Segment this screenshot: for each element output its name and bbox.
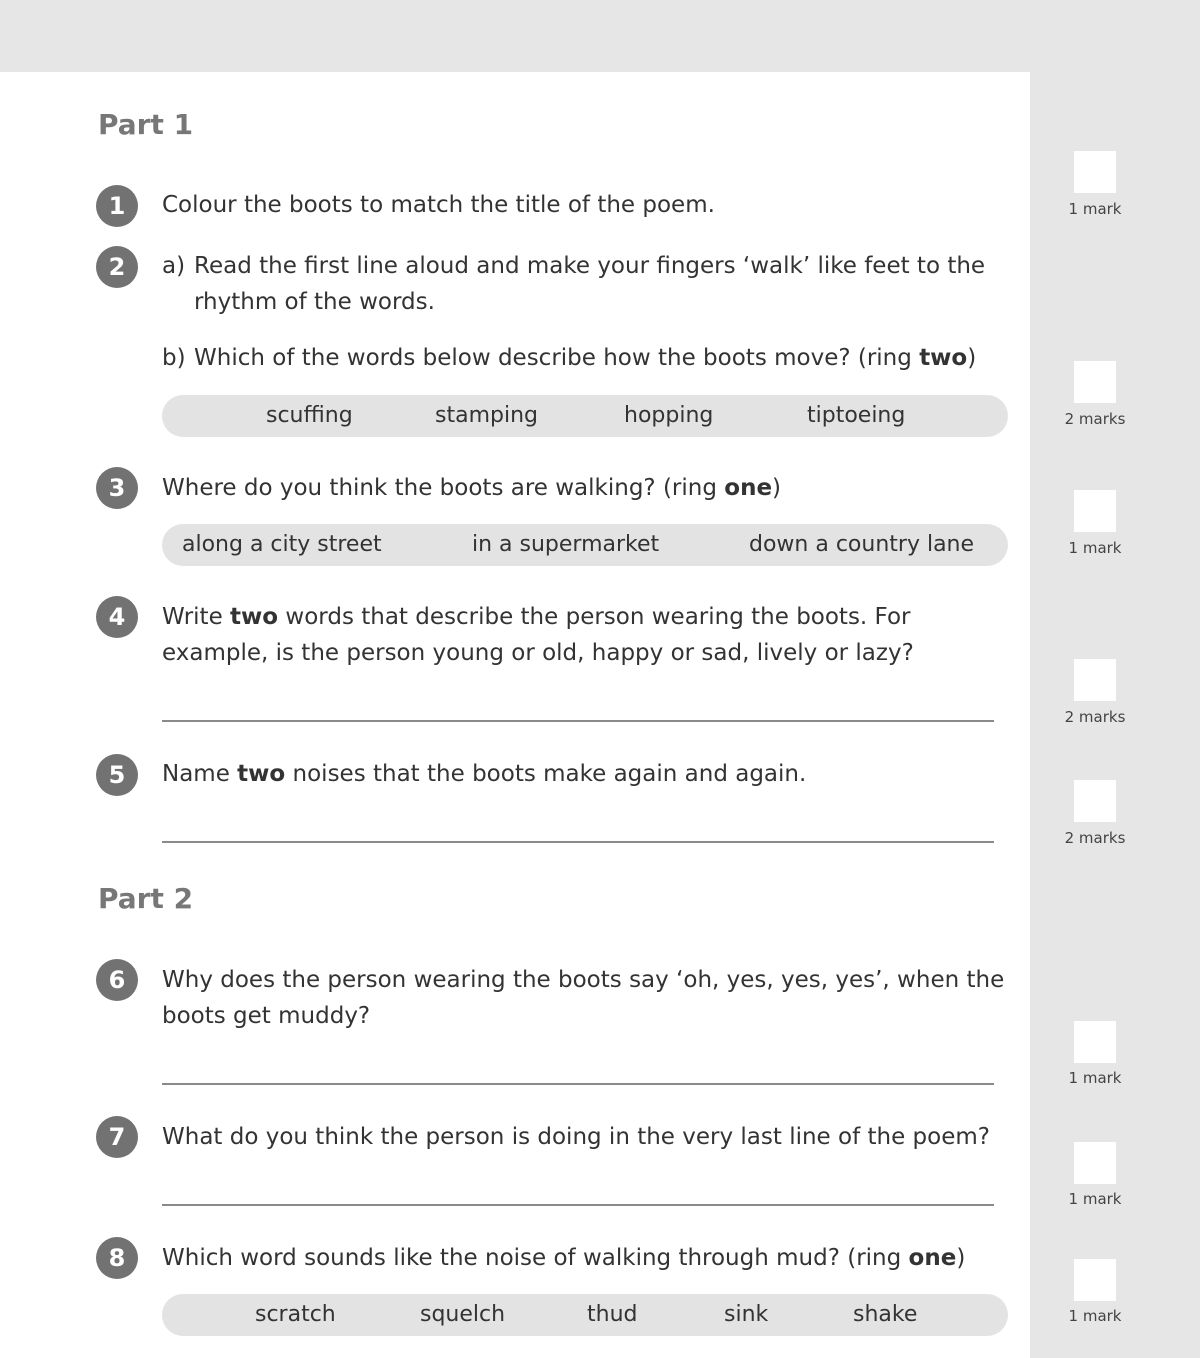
option-squelch[interactable]: squelch (420, 1302, 506, 1327)
question-number-8: 8 (96, 1237, 138, 1279)
question-7-answer-line[interactable] (162, 1204, 994, 1206)
option-scuffing[interactable]: scuffing (266, 403, 353, 428)
mark-label-q3: 1 mark (1068, 539, 1122, 557)
question-2-options (162, 395, 1008, 437)
question-2b-label: b) (162, 345, 186, 371)
question-3-options (162, 524, 1008, 566)
option-thud[interactable]: thud (587, 1302, 638, 1327)
option-sink[interactable]: sink (724, 1302, 769, 1327)
mark-label-q1: 1 mark (1068, 200, 1122, 218)
question-8-options (162, 1294, 1008, 1336)
option-shake[interactable]: shake (853, 1302, 918, 1327)
question-7-text: What do you think the person is doing in the very last line of the poem? (162, 1124, 990, 1150)
question-5-text: Name two noises that the boots make again and again. (162, 761, 807, 787)
mark-label-q4: 2 marks (1064, 708, 1126, 726)
mark-box-q7[interactable] (1074, 1142, 1116, 1184)
option-along-a-city-street[interactable]: along a city street (182, 532, 382, 557)
question-number-3: 3 (96, 467, 138, 509)
question-number-5: 5 (96, 754, 138, 796)
option-tiptoeing[interactable]: tiptoeing (807, 403, 906, 428)
top-band (0, 0, 1200, 72)
option-stamping[interactable]: stamping (435, 403, 538, 428)
question-4-line-2: example, is the person young or old, happy or sad, lively or lazy? (162, 640, 914, 666)
mark-label-q6: 1 mark (1068, 1069, 1122, 1087)
mark-box-q8[interactable] (1074, 1259, 1116, 1301)
question-2a-line-2: rhythm of the words. (194, 289, 435, 315)
mark-label-q2: 2 marks (1064, 410, 1126, 428)
question-6-answer-line[interactable] (162, 1083, 994, 1085)
question-4-line-1: Write two words that describe the person wearing the boots. For (162, 604, 911, 630)
question-4-answer-line[interactable] (162, 720, 994, 722)
question-number-4: 4 (96, 596, 138, 638)
option-down-a-country-lane[interactable]: down a country lane (749, 532, 975, 557)
mark-label-q5: 2 marks (1064, 829, 1126, 847)
question-number-1: 1 (96, 185, 138, 227)
question-1-text: Colour the boots to match the title of the poem. (162, 192, 715, 218)
question-6-line-2: boots get muddy? (162, 1003, 371, 1029)
part-2-heading: Part 2 (98, 882, 194, 915)
option-hopping[interactable]: hopping (624, 403, 714, 428)
part-1-heading: Part 1 (98, 108, 194, 141)
question-2a-line-1: Read the first line aloud and make your fingers ‘walk’ like feet to the (194, 253, 986, 279)
question-8-text: Which word sounds like the noise of walking through mud? (ring one) (162, 1245, 966, 1271)
mark-box-q6[interactable] (1074, 1021, 1116, 1063)
question-5-answer-line[interactable] (162, 841, 994, 843)
mark-box-q5[interactable] (1074, 780, 1116, 822)
question-3-text: Where do you think the boots are walking? (ring one) (162, 475, 782, 501)
question-number-7: 7 (96, 1116, 138, 1158)
mark-box-q4[interactable] (1074, 659, 1116, 701)
option-scratch[interactable]: scratch (255, 1302, 336, 1327)
mark-box-q1[interactable] (1074, 151, 1116, 193)
question-6-line-1: Why does the person wearing the boots say ‘oh, yes, yes, yes’, when the (162, 967, 1005, 993)
question-number-6: 6 (96, 959, 138, 1001)
mark-label-q8: 1 mark (1068, 1307, 1122, 1325)
option-in-a-supermarket[interactable]: in a supermarket (472, 532, 660, 557)
mark-box-q3[interactable] (1074, 490, 1116, 532)
mark-box-q2[interactable] (1074, 361, 1116, 403)
question-2a-label: a) (162, 253, 186, 279)
question-2b-text: Which of the words below describe how the boots move? (ring two) (194, 345, 977, 371)
mark-label-q7: 1 mark (1068, 1190, 1122, 1208)
question-number-2: 2 (96, 246, 138, 288)
